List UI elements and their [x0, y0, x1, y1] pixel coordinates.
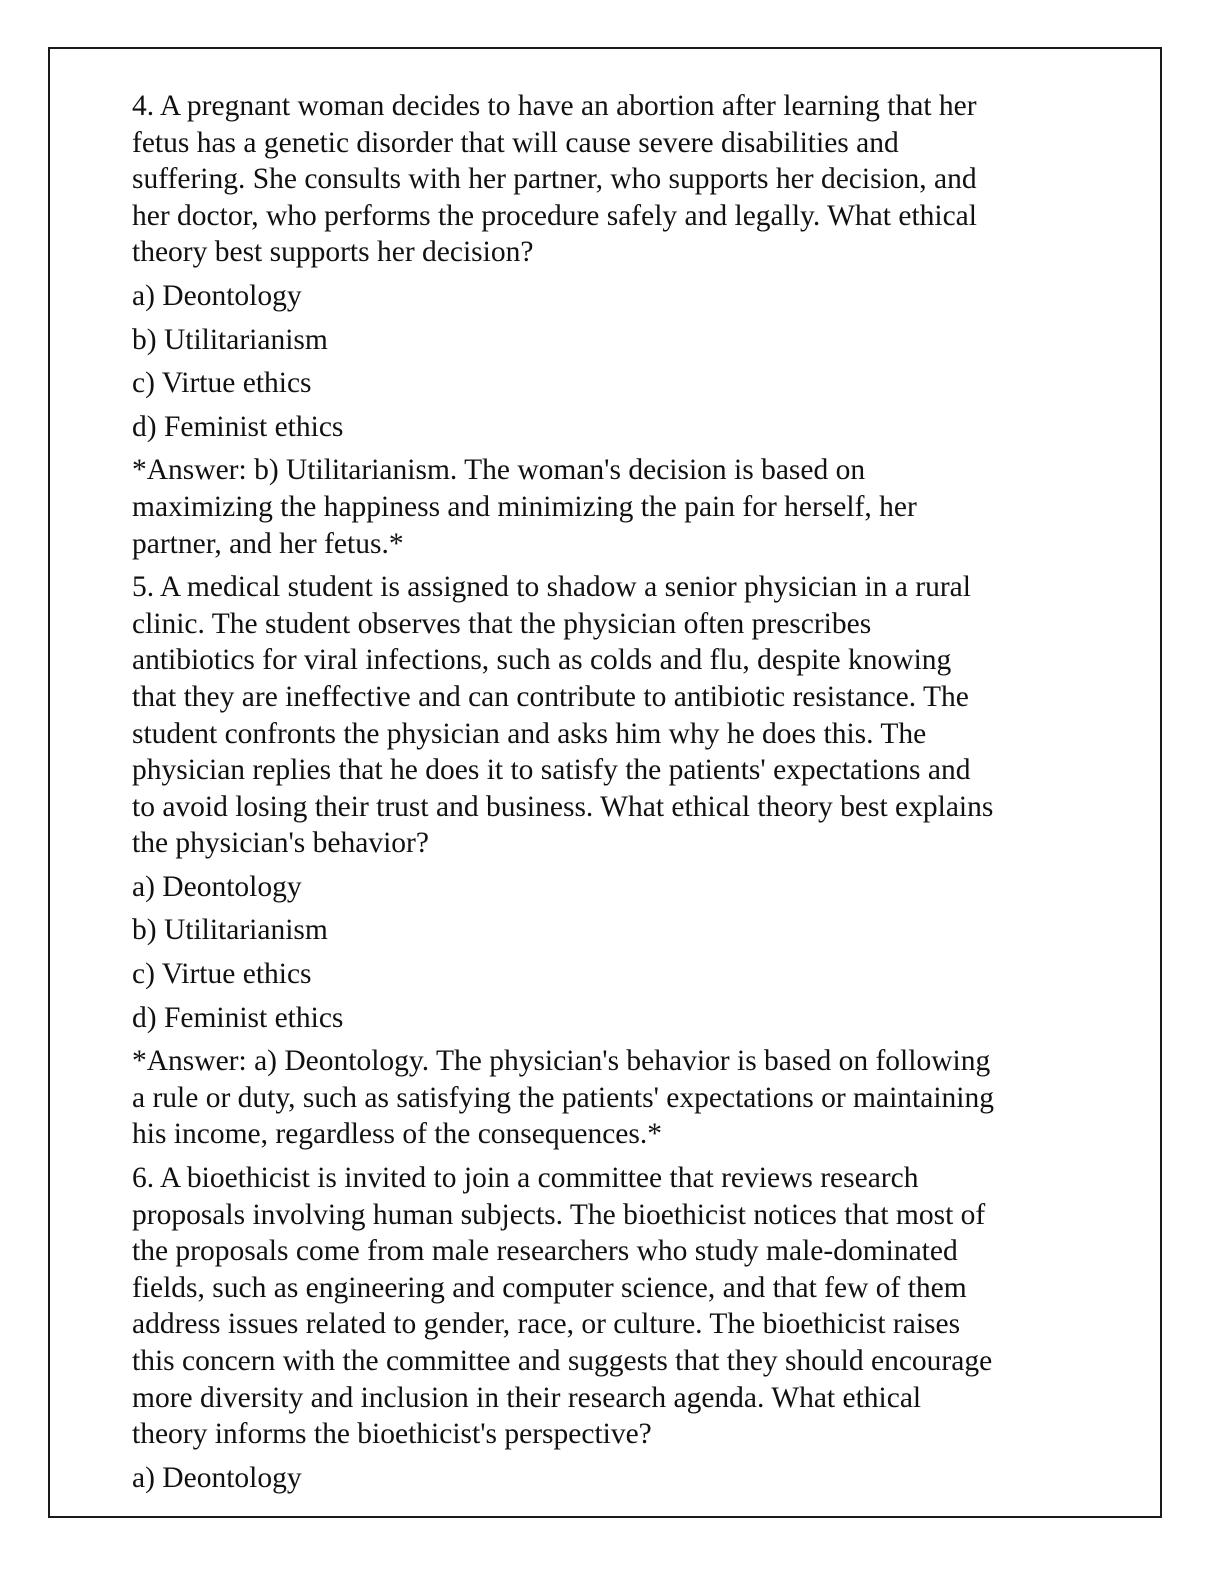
question-5-option-b: b) Utilitarianism: [132, 914, 328, 947]
question-5-stem: 5. A medical student is assigned to shadow a senior physician in a rural clinic. The student observes that the physician often prescribes antibiotics for viral infections, such as colds and flu, despite knowing that they are ineffective and can contribute to antibiotic resistance. The student confronts the physician and asks him why he does this. The physician replies that he does it to satisfy the patients' expectations and to avoid losing their trust and business. What ethical theory best explains the physician's behavior?: [132, 571, 994, 860]
question-4-option-a: a) Deontology: [132, 279, 302, 312]
question-6-option-a: a) Deontology: [132, 1461, 302, 1494]
question-5-option-a: a) Deontology: [132, 870, 302, 903]
question-4-answer: *Answer: b) Utilitarianism. The woman's decision is based on maximizing the happiness and minimizing the pain for herself, her partner, and her fetus.*: [132, 454, 917, 560]
question-5-option-c: c) Virtue ethics: [132, 958, 312, 991]
question-4-option-d: d) Feminist ethics: [132, 410, 344, 443]
question-4-option-c: c) Virtue ethics: [132, 367, 312, 400]
question-4-stem: 4. A pregnant woman decides to have an abortion after learning that her fetus has a genetic disorder that will cause severe disabilities and suffering. She consults with her partner, who supports her decision, and her doctor, who performs the procedure safely and legally. What ethical theory best supports her decision?: [132, 90, 977, 269]
document-body: [132, 88, 1072, 1503]
question-6-stem: 6. A bioethicist is invited to join a committee that reviews research proposals involving human subjects. The bioethicist notices that most of the proposals come from male researchers who study male-dominated fields, such as engineering and computer science, and that few of them address issues related to gender, race, or culture. The bioethicist raises this concern with the committee and suggests that they should encourage more diversity and inclusion in their research agenda. What ethical theory informs the bioethicist's perspective?: [132, 1162, 993, 1451]
question-4-option-b: b) Utilitarianism: [132, 323, 328, 356]
question-5-option-d: d) Feminist ethics: [132, 1001, 344, 1034]
question-5-answer: *Answer: a) Deontology. The physician's behavior is based on following a rule or duty, such as satisfying the patients' expectations or maintaining his income, regardless of the consequences.*: [132, 1045, 994, 1151]
